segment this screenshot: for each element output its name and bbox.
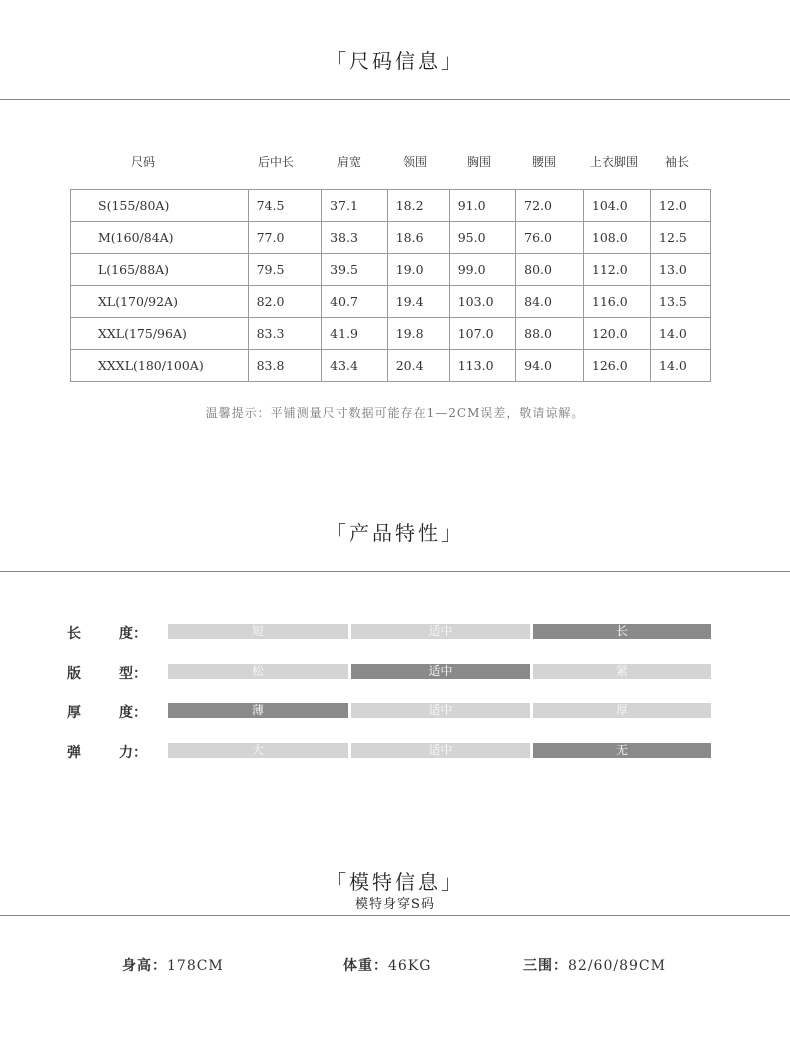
table-cell: 19.0 <box>387 254 449 286</box>
table-cell: 113.0 <box>449 350 515 382</box>
table-cell: 83.3 <box>248 318 321 350</box>
model-measure-label: 三围： <box>523 958 568 974</box>
feature-label-first: 版 <box>67 666 81 682</box>
column-header: 上衣脚围 <box>589 155 639 169</box>
feature-option: 适中 <box>351 743 530 758</box>
table-cell: 74.5 <box>248 190 321 222</box>
table-cell: 91.0 <box>449 190 515 222</box>
table-cell: 18.2 <box>387 190 449 222</box>
table-cell: 39.5 <box>322 254 388 286</box>
measurement-tip: 温馨提示：平铺测量尺寸数据可能存在1—2CM误差，敬请谅解。 <box>205 406 585 420</box>
column-header: 肩宽 <box>336 155 362 169</box>
table-cell: 82.0 <box>248 286 321 318</box>
model-section-divider <box>0 915 790 916</box>
feature-label-first: 厚 <box>67 705 81 721</box>
table-cell: 14.0 <box>651 350 711 382</box>
table-cell: 18.6 <box>387 222 449 254</box>
feature-label-second: 度： <box>119 705 147 721</box>
model-measure-value: 82/60/89CM <box>568 958 666 974</box>
table-cell: 107.0 <box>449 318 515 350</box>
table-cell: 20.4 <box>387 350 449 382</box>
table-cell: 95.0 <box>449 222 515 254</box>
feature-label-first: 长 <box>67 626 81 642</box>
table-cell: 37.1 <box>322 190 388 222</box>
table-cell: 40.7 <box>322 286 388 318</box>
table-cell: 80.0 <box>516 254 584 286</box>
feature-option-selected: 薄 <box>168 703 348 718</box>
size-table <box>70 189 711 382</box>
feature-label <box>67 702 147 722</box>
model-measurements <box>523 955 666 975</box>
size-section-title: 「尺码信息」 <box>326 49 464 73</box>
table-cell: 112.0 <box>583 254 650 286</box>
feature-section-title: 「产品特性」 <box>326 521 464 545</box>
table-cell: 79.5 <box>248 254 321 286</box>
table-row <box>71 254 711 286</box>
feature-option: 大 <box>168 743 348 758</box>
table-cell: 83.8 <box>248 350 321 382</box>
table-cell: 43.4 <box>322 350 388 382</box>
table-cell: 88.0 <box>516 318 584 350</box>
model-height <box>122 955 224 975</box>
size-section-divider <box>0 99 790 100</box>
column-header: 胸围 <box>466 155 492 169</box>
table-row <box>71 286 711 318</box>
size-name-cell: M(160/84A) <box>71 222 249 254</box>
model-height-value: 178CM <box>167 958 224 974</box>
model-height-label: 身高： <box>122 958 167 974</box>
feature-option: 短 <box>168 624 348 639</box>
table-cell: 12.5 <box>651 222 711 254</box>
table-cell: 13.0 <box>651 254 711 286</box>
column-header: 腰围 <box>531 155 557 169</box>
model-weight <box>343 955 431 975</box>
table-cell: 120.0 <box>583 318 650 350</box>
model-weight-value: 46KG <box>388 958 432 974</box>
table-row <box>71 190 711 222</box>
feature-label-first: 弹 <box>67 745 81 761</box>
table-cell: 76.0 <box>516 222 584 254</box>
size-name-cell: L(165/88A) <box>71 254 249 286</box>
table-cell: 72.0 <box>516 190 584 222</box>
size-name-cell: XXL(175/96A) <box>71 318 249 350</box>
table-cell: 108.0 <box>583 222 650 254</box>
feature-section-divider <box>0 571 790 572</box>
table-row <box>71 350 711 382</box>
column-header: 尺码 <box>130 155 156 169</box>
feature-label <box>67 623 147 643</box>
feature-option-selected: 适中 <box>351 664 530 679</box>
table-cell: 38.3 <box>322 222 388 254</box>
size-name-cell: S(155/80A) <box>71 190 249 222</box>
column-header: 后中长 <box>257 155 295 169</box>
table-cell: 116.0 <box>583 286 650 318</box>
column-header: 袖长 <box>664 155 690 169</box>
feature-label-second: 型： <box>119 666 147 682</box>
feature-option: 松 <box>168 664 348 679</box>
table-cell: 84.0 <box>516 286 584 318</box>
table-row <box>71 222 711 254</box>
table-cell: 103.0 <box>449 286 515 318</box>
feature-option-selected: 长 <box>533 624 711 639</box>
table-cell: 41.9 <box>322 318 388 350</box>
feature-option: 适中 <box>351 703 530 718</box>
feature-label <box>67 742 147 762</box>
feature-option: 适中 <box>351 624 530 639</box>
feature-option: 厚 <box>533 703 711 718</box>
column-header: 领围 <box>402 155 428 169</box>
feature-option-selected: 无 <box>533 743 711 758</box>
size-name-cell: XL(170/92A) <box>71 286 249 318</box>
model-section-title: 「模特信息」 <box>326 870 464 894</box>
table-cell: 77.0 <box>248 222 321 254</box>
size-name-cell: XXXL(180/100A) <box>71 350 249 382</box>
table-cell: 12.0 <box>651 190 711 222</box>
feature-option: 紧 <box>533 664 711 679</box>
feature-label-second: 力： <box>119 745 147 761</box>
table-cell: 126.0 <box>583 350 650 382</box>
table-cell: 19.8 <box>387 318 449 350</box>
table-cell: 14.0 <box>651 318 711 350</box>
model-subtitle: 模特身穿S码 <box>355 897 435 912</box>
table-cell: 99.0 <box>449 254 515 286</box>
feature-label-second: 度： <box>119 626 147 642</box>
model-weight-label: 体重： <box>343 958 388 974</box>
table-cell: 104.0 <box>583 190 650 222</box>
table-cell: 19.4 <box>387 286 449 318</box>
table-cell: 94.0 <box>516 350 584 382</box>
table-row <box>71 318 711 350</box>
table-cell: 13.5 <box>651 286 711 318</box>
feature-label <box>67 663 147 683</box>
